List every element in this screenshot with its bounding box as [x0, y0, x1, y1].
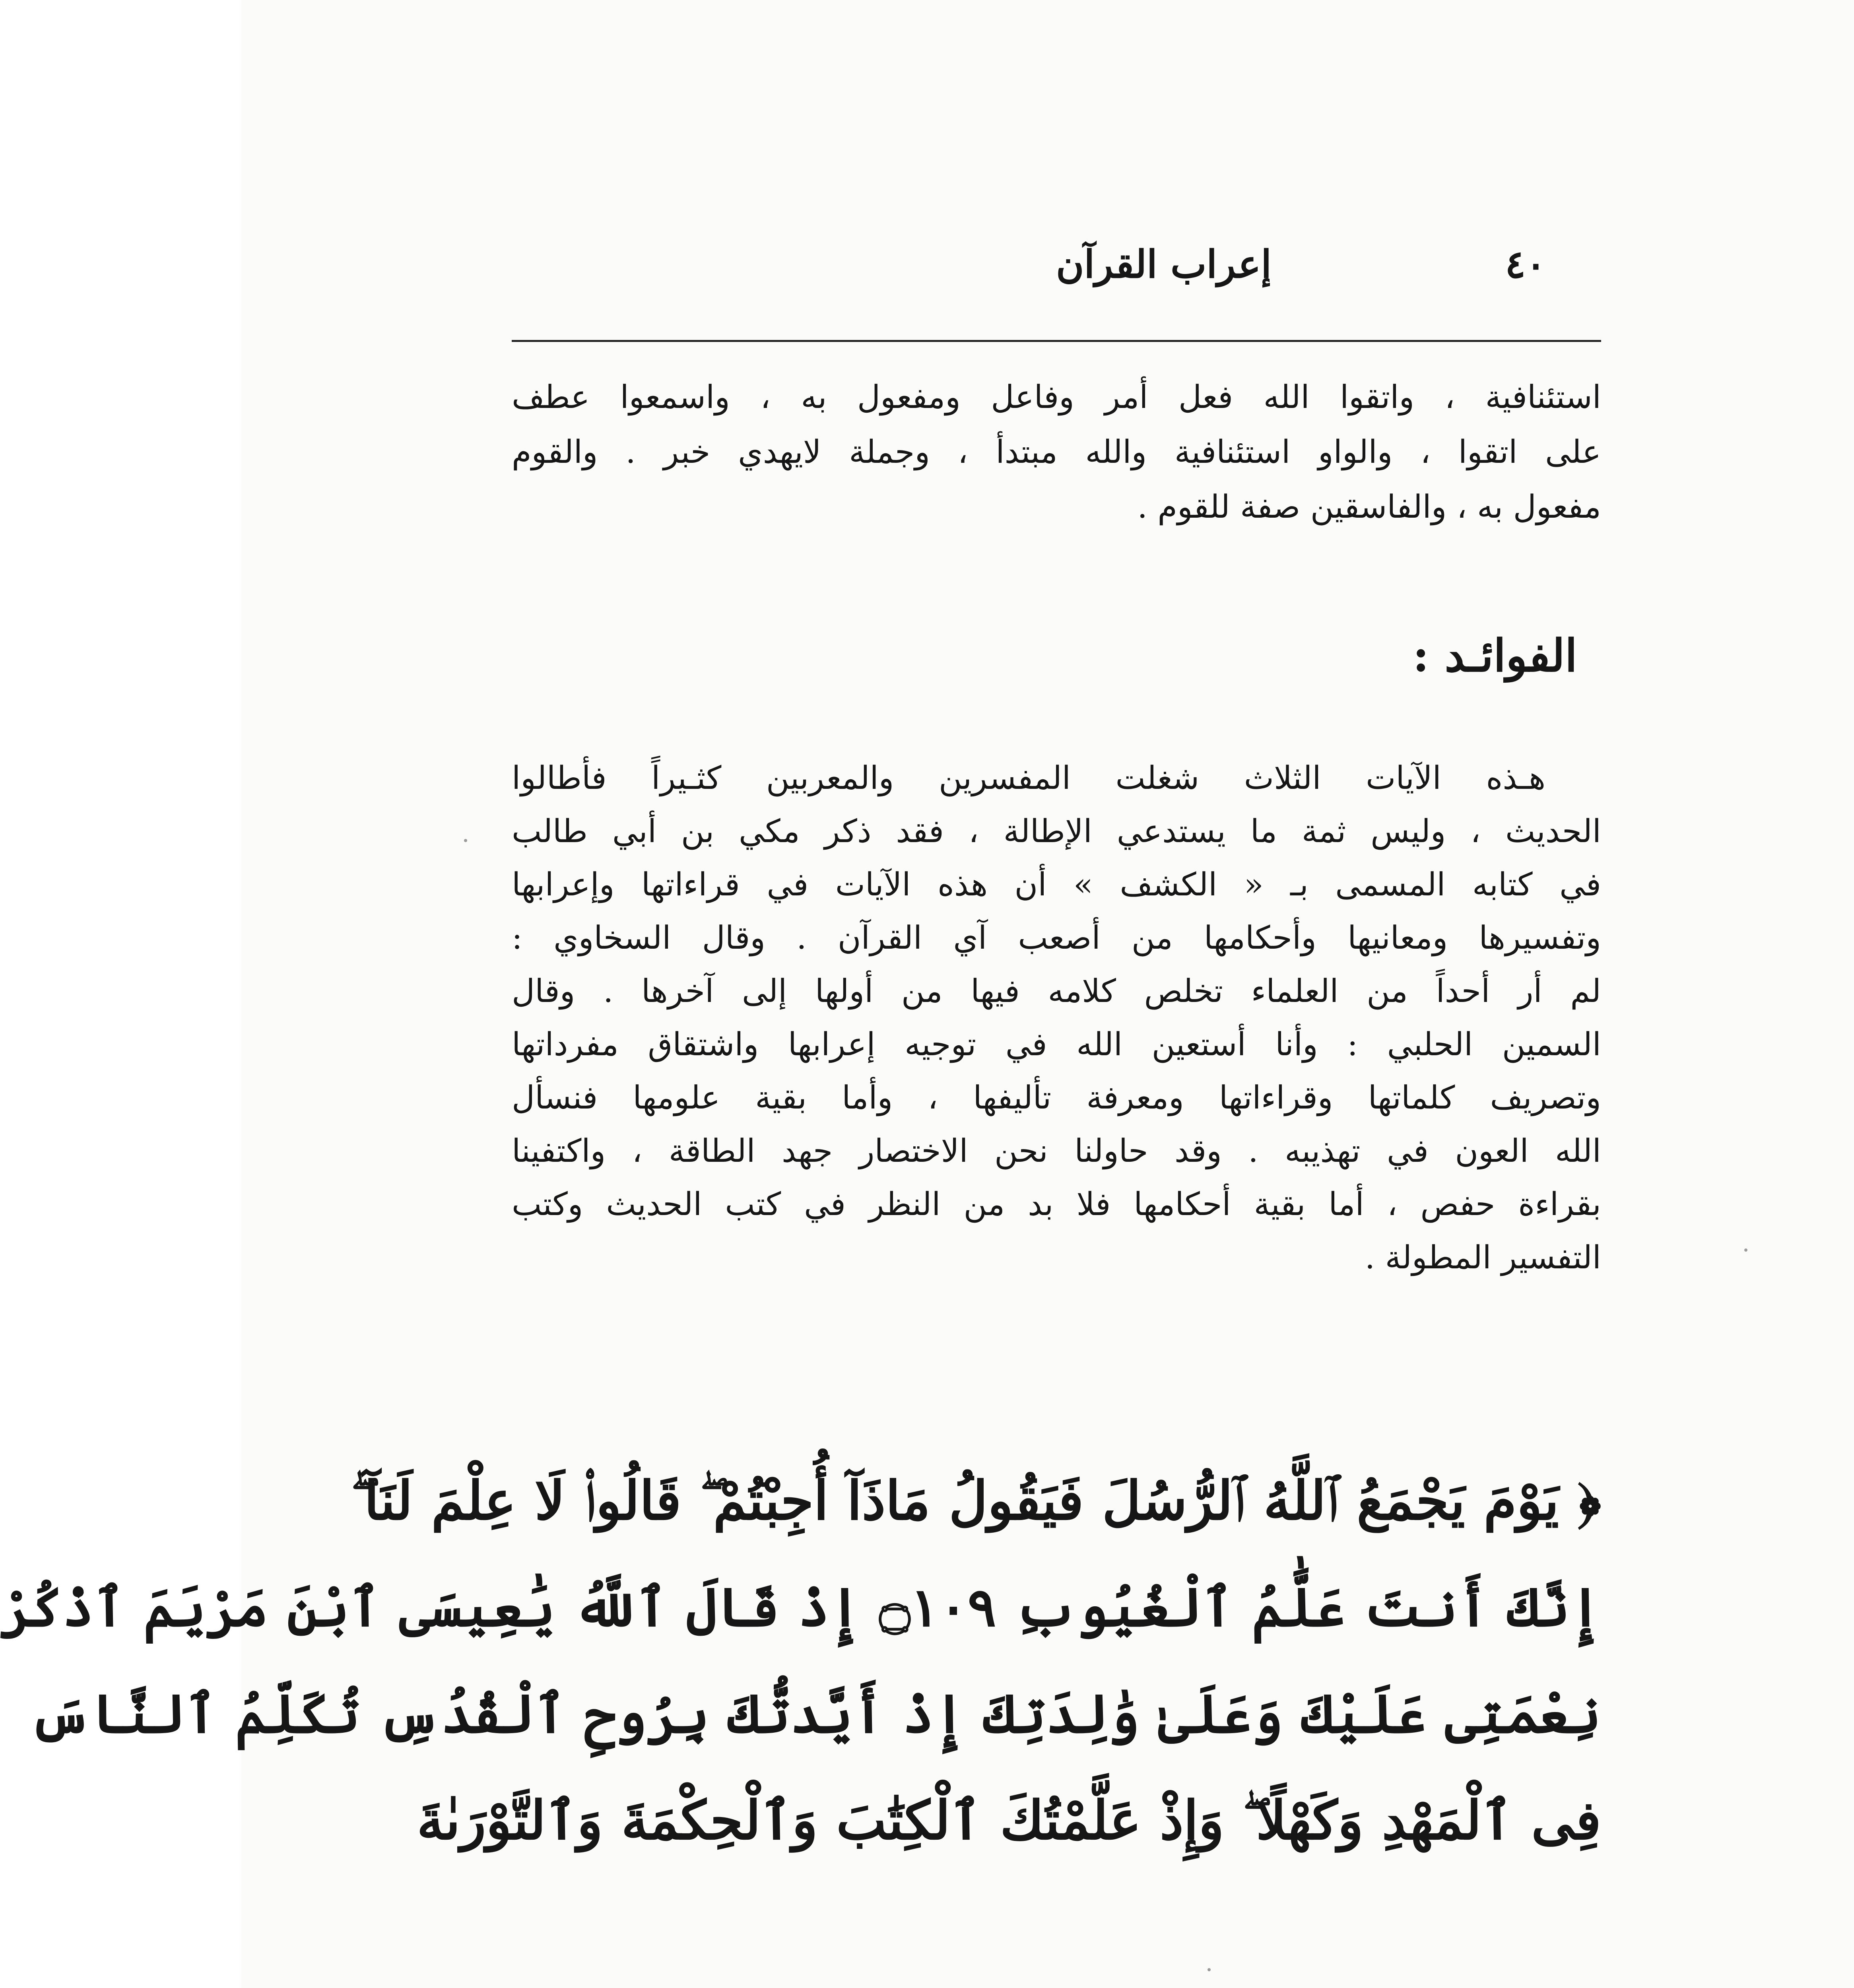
text-line: السمين الحلبي : وأنا أستعين الله في توجيه إعرابها واشتقاق مفرداتها [512, 1026, 1601, 1063]
text-line: على اتقوا ، والواو استئنافية والله مبتدأ ، وجملة لايهدي خبر . والقوم [512, 433, 1601, 470]
text-line: هـذه الآيات الثلاث شغلت المفسرين والمعربين كثـيراً فأطالوا [512, 759, 1546, 796]
text-line: وتفسيرها ومعانيها وأحكامها من أصعب آي القرآن . وقال السخاوي : [512, 919, 1601, 956]
text-line: في كتابه المسمى بـ « الكشف » أن هذه الآيات في قراءاتها وإعرابها [512, 866, 1601, 903]
page-number: ٤٠ [1505, 242, 1546, 287]
text-line: وتصريف كلماتها وقراءاتها ومعرفة تأليفها ، وأما بقية علومها فنسأل [512, 1079, 1601, 1116]
benefits-paragraph [512, 751, 1601, 1284]
text-line: بقراءة حفص ، أما بقية أحكامها فلا بد من النظر في كتب الحديث وكتب [512, 1186, 1601, 1223]
scan-speck [1744, 1248, 1747, 1252]
scan-speck [1208, 1968, 1211, 1971]
header-divider [512, 340, 1601, 342]
text-line: الله العون في تهذيبه . وقد حاولنا نحن الاختصار جهد الطاقة ، واكتفينا [512, 1132, 1601, 1169]
verse-line: نِعْمَتِى عَلَيْكَ وَعَلَىٰ وَٰلِدَتِكَ إِذْ أَيَّدتُّكَ بِرُوحِ ٱلْقُدُسِ تُكَلِّمُ ٱلنَّاسَ [29, 1682, 1601, 1745]
quran-verse-block [0, 1447, 1601, 1873]
text-line: التفسير المطولة . [1365, 1239, 1601, 1276]
verse-line: فِى ٱلْمَهْدِ وَكَهْلًا ۖ وَإِذْ عَلَّمْتُكَ ٱلْكِتَٰبَ وَٱلْحِكْمَةَ وَٱلتَّوْرَىٰةَ [417, 1789, 1601, 1852]
text-line: لم أر أحداً من العلماء تخلص كلامه فيها من أولها إلى آخرها . وقال [512, 973, 1601, 1010]
section-heading: الفوائـد : [1413, 630, 1577, 682]
intro-paragraph [512, 370, 1601, 534]
running-title: إعراب القرآن [1056, 242, 1272, 287]
text-line: مفعول به ، والفاسقين صفة للقوم . [1137, 488, 1601, 525]
page-header [512, 235, 1601, 306]
text-line: استئنافية ، واتقوا الله فعل أمر وفاعل ومفعول به ، واسمعوا عطف [512, 379, 1601, 415]
verse-line: ﴿ يَوْمَ يَجْمَعُ ٱللَّهُ ٱلرُّسُلَ فَيَقُولُ مَاذَآ أُجِبْتُمْ ۖ قَالُوا۟ لَا عِلْمَ لَنَآ ۖ [351, 1469, 1601, 1532]
verse-line: إِنَّكَ أَنتَ عَلَّٰمُ ٱلْغُيُوبِ ۝١٠٩ إِذْ قَالَ ٱللَّهُ يَٰعِيسَى ٱبْنَ مَرْيَمَ ٱذْكُرْ [0, 1576, 1601, 1639]
text-line: الحديث ، وليس ثمة ما يستدعي الإطالة ، فقد ذكر مكي بن أبي طالب [512, 813, 1601, 850]
scan-speck [464, 839, 467, 842]
